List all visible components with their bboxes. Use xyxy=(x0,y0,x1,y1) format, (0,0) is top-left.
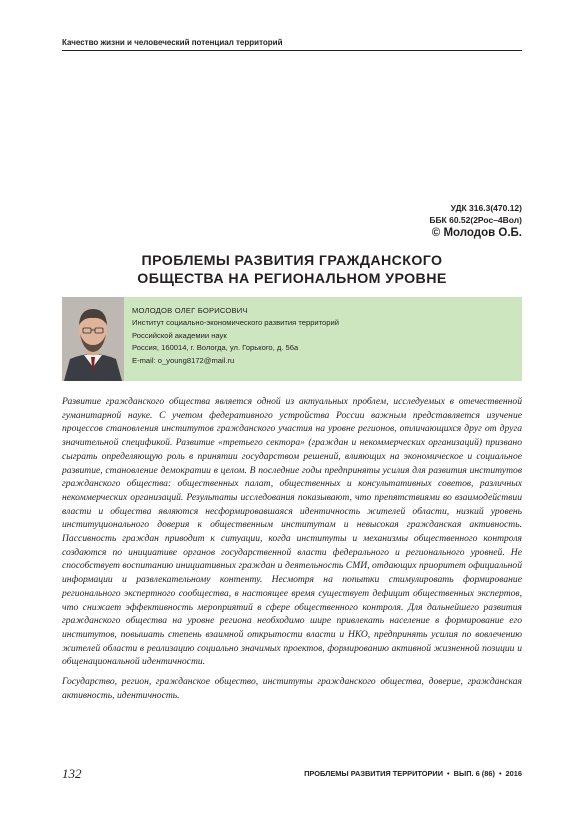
author-portrait-icon xyxy=(62,297,124,381)
copyright-line: © Молодов О.Б. xyxy=(431,227,522,239)
portrait-svg xyxy=(62,297,124,381)
author-box xyxy=(62,297,522,381)
title-line-1: ПРОБЛЕМЫ РАЗВИТИЯ ГРАЖДАНСКОГО xyxy=(141,253,443,269)
article-title xyxy=(62,252,522,288)
bbk-code: ББК 60.52(2Рос–4Вол) xyxy=(429,215,522,225)
author-name: МОЛОДОВ ОЛЕГ БОРИСОВИЧ xyxy=(132,306,248,315)
journal-issue: ВЫП. 6 (86) xyxy=(453,769,495,778)
journal-name: ПРОБЛЕМЫ РАЗВИТИЯ ТЕРРИТОРИИ xyxy=(304,769,444,778)
keywords: Государство, регион, гражданское общество, институты гражданского общества, доверие, гражданская активность, идентичность. xyxy=(62,676,522,701)
running-header: Качество жизни и человеческий потенциал территорий xyxy=(62,38,522,51)
udk-code: УДК 316.3(470.12) xyxy=(450,203,522,213)
author-affiliation-1: Институт социально-экономического развития территорий xyxy=(132,318,339,328)
bullet-separator: • xyxy=(498,769,502,778)
journal-year: 2016 xyxy=(505,769,522,778)
author-affiliation-2: Российской академии наук xyxy=(132,330,227,340)
bullet-separator: • xyxy=(447,769,450,778)
title-line-2: ОБЩЕСТВА НА РЕГИОНАЛЬНОМ УРОВНЕ xyxy=(137,271,447,287)
page-footer xyxy=(62,766,522,784)
journal-info xyxy=(304,769,522,778)
author-info xyxy=(132,305,512,367)
abstract-text: Развитие гражданского общества является одной из актуальных проблем, исследуемых в отечественной гуманитарной науке. С учетом федеративного устройства России важным представляется изучение процессов становления институтов гражданского участия на уровне регионов, отличающихся друг от друга значительной спецификой. Развитие «третьего сектора» (граждан и некоммерческих организаций) призвано сыграть определяющую роль в принятии государством решений, влияющих на экономическое и социальное развитие, становление демократии в целом. В последние годы предприняты усилия для развития институтов гражданского общества: общественных палат, общественных и консультативных советов, различных некоммерческих организаций. Результаты исследования показывают, что препятствиями во взаимодействии власти и общества являются несформировавшаяся идентичность жителей области, низкий уровень институционального доверия к общественным институтам и невысокая гражданская активность. Пассивность граждан приводит к ситуации, когда институты и механизмы общественного контроля создаются по инициативе органов государственной власти федерального и регионального уровней. Не способствует воспитанию инициативных граждан и деятельность СМИ, отдающих приоритет официальной информации и развлекательному контенту. Несмотря на попытки стимулировать формирование регионального экспертного сообщества, в настоящее время существует дефицит общественных экспертов, что снижает эффективность мероприятий в сфере общественного контроля. Для дальнейшего развития гражданского общества на уровне региона необходимо шире привлекать население в формирование его институтов, повышать степень взаимной открытости власти и НКО, предпринять усилия по вовлечению жителей области в реализацию социально значимых проектов, формированию активной жизненной позиции и общенациональной идентичности. xyxy=(62,396,522,668)
author-email: E-mail: o_young8172@mail.ru xyxy=(132,355,235,365)
page-number: 132 xyxy=(62,766,82,781)
author-address: Россия, 160014, г. Вологда, ул. Горького, д. 56а xyxy=(132,343,299,353)
classification-block xyxy=(429,202,522,241)
abstract xyxy=(62,395,522,702)
